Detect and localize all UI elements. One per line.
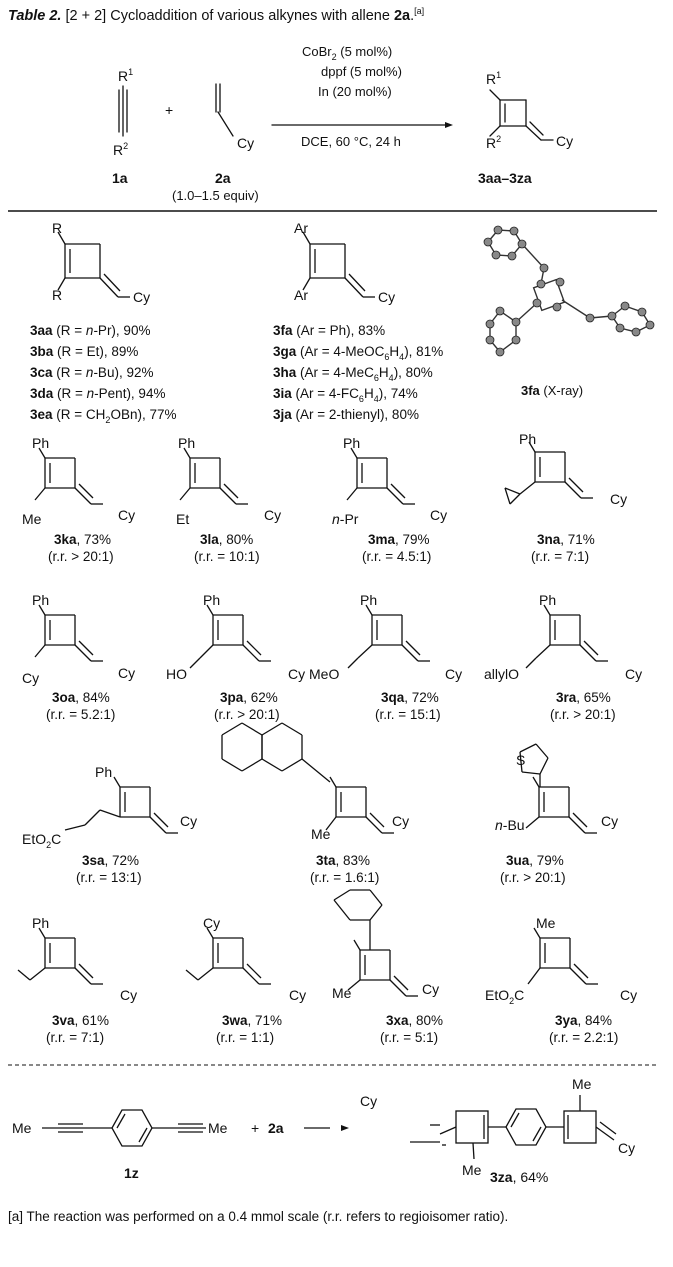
equiv-label: (1.0–1.5 equiv) [172, 188, 259, 203]
bottom-me-left: Me [12, 1120, 32, 1136]
r3a-cy: Cy [118, 507, 136, 523]
r6d-ester: EtO$_2$C [485, 987, 525, 1006]
r4d-allylo: allylO [484, 666, 520, 682]
r6c-cy: Cy [422, 981, 440, 997]
table-title-allene: 2a [393, 7, 411, 24]
compound-rr-3ra: (r.r. > 20:1) [550, 707, 616, 722]
r2-label: $R^2$ [113, 141, 129, 158]
r5c-cy: Cy [601, 813, 619, 829]
compound-caption-3na: 3na, 71% [537, 532, 595, 547]
r3d-ph: Ph [519, 431, 537, 447]
table-footnote: [a] The reaction was performed on a 0.4 mmol scale (r.r. refers to regioisomer ratio). [8, 1209, 509, 1224]
condition-solvent: DCE, 60 °C, 24 h [301, 134, 401, 149]
compound-caption-3wa: 3wa, 71% [222, 1013, 283, 1028]
xray-caption: 3fa (X-ray) [521, 383, 584, 398]
r6d-cy: Cy [620, 987, 638, 1003]
compound-caption-3oa: 3oa, 84% [52, 690, 110, 705]
condition-reductant: In (20 mol%) [318, 84, 392, 99]
compound-caption-3ka: 3ka, 73% [54, 532, 112, 547]
r3d-cy: Cy [610, 491, 628, 507]
g1-item-3ba: 3ba (R = Et), 89% [30, 344, 139, 359]
g2-item-3fa: 3fa (Ar = Ph), 83% [273, 323, 386, 338]
compound-rr-3va: (r.r. = 7:1) [46, 1030, 105, 1045]
r4c-meo: MeO [309, 666, 340, 682]
plus-sign: + [165, 102, 174, 118]
compound-rr-3ya: (r.r. = 2.2:1) [549, 1030, 619, 1045]
bottom-reactant: 1z [124, 1165, 139, 1181]
bottom-cy-left: Cy [360, 1093, 378, 1109]
compound-rr-3ua: (r.r. > 20:1) [500, 870, 566, 885]
r4a-cy1: Cy [22, 670, 40, 686]
compound-rr-3oa: (r.r. = 5.2:1) [46, 707, 116, 722]
r3a-me: Me [22, 511, 42, 527]
reactant1-label: 1a [112, 170, 128, 186]
r5a-ester: EtO$_2$C [22, 831, 62, 850]
r6b-cy1: Cy [203, 915, 221, 931]
product-cy: Cy [556, 133, 574, 149]
g1-item-3ea: 3ea $(R = CH_2OBn)$, 77% [30, 407, 177, 425]
table-title: Table 2. [2 + 2] Cycloaddition of various alkynes with allene 2a.[a] [8, 6, 425, 24]
compound-caption-3qa: 3qa, 72% [381, 690, 439, 705]
g1-r-top: R [52, 220, 63, 236]
g2-item-3ga: 3ga $(Ar = 4-MeOC_6H_4)$, 81% [273, 344, 444, 362]
r5c-nbu: n-Bu [495, 817, 525, 833]
compound-caption-3xa: 3xa, 80% [386, 1013, 444, 1028]
compound-rr-3sa: (r.r. = 13:1) [76, 870, 142, 885]
r4d-ph: Ph [539, 592, 557, 608]
g2-item-3ia: 3ia $(Ar = 4-FC_6H_4)$, 74% [273, 386, 418, 404]
g1-r-bottom: R [52, 287, 63, 303]
r5a-cy: Cy [180, 813, 198, 829]
compound-rr-3qa: (r.r. = 15:1) [375, 707, 441, 722]
r4b-ph: Ph [203, 592, 221, 608]
g2-item-3ha: 3ha $(Ar = 4-MeC_6H_4)$, 80% [273, 365, 433, 383]
g1-item-3da: 3da (R = n-Pent), 94% [30, 386, 166, 401]
compound-caption-3pa: 3pa, 62% [220, 690, 278, 705]
compound-caption-3ua: 3ua, 79% [506, 853, 564, 868]
r6a-cy: Cy [120, 987, 138, 1003]
condition-catalyst: CoBr$_2$ (5 mol%) [302, 44, 393, 62]
r4c-cy: Cy [445, 666, 463, 682]
xray-atoms [484, 226, 654, 356]
r6c-me: Me [332, 985, 352, 1001]
g1-item-3aa: 3aa (R = n-Pr), 90% [30, 323, 151, 338]
compound-caption-3ma: 3ma, 79% [368, 532, 430, 547]
xray-structure [488, 230, 650, 352]
table-title-footref: [a] [414, 6, 425, 16]
bottom-me-ring1: Me [462, 1162, 482, 1178]
bottom-me-ring2: Me [572, 1076, 592, 1092]
r3c-cy: Cy [430, 507, 448, 523]
product-range: 3aa–3za [478, 170, 532, 186]
r5b-me: Me [311, 826, 331, 842]
r3b-ph: Ph [178, 435, 196, 451]
g2-cy: Cy [378, 289, 396, 305]
r1-label: $R^1$ [118, 67, 134, 84]
r4b-ho: HO [166, 666, 187, 682]
reactant2-label: 2a [215, 170, 231, 186]
r4a-cy2: Cy [118, 665, 136, 681]
r3a-ph: Ph [32, 435, 50, 451]
g2-ar-top: Ar [294, 220, 308, 236]
condition-ligand: dppf (5 mol%) [321, 64, 402, 79]
product-r1: $R^1$ [486, 70, 502, 87]
table-label: Table 2. [8, 7, 62, 24]
compound-rr-3xa: (r.r. = 5:1) [380, 1030, 439, 1045]
compound-rr-3ka: (r.r. > 20:1) [48, 549, 114, 564]
compound-rr-3wa: (r.r. = 1:1) [216, 1030, 275, 1045]
compound-rr-3ma: (r.r. = 4.5:1) [362, 549, 432, 564]
r5a-ph: Ph [95, 764, 113, 780]
bottom-cy-right: Cy [618, 1140, 636, 1156]
bottom-structures [42, 1095, 616, 1159]
r5c-s: S [516, 752, 526, 768]
compound-caption-3ra: 3ra, 65% [556, 690, 611, 705]
bottom-product: 3za, 64% [490, 1169, 549, 1185]
r4b-cy: Cy [288, 666, 306, 682]
compound-caption-3sa: 3sa, 72% [82, 853, 140, 868]
r6a-ph: Ph [32, 915, 50, 931]
bottom-me-right: Me [208, 1120, 228, 1136]
bottom-allene: 2a [268, 1120, 284, 1136]
g2-item-3ja: 3ja (Ar = 2-thienyl), 80% [273, 407, 419, 422]
compound-rr-3na: (r.r. = 7:1) [531, 549, 590, 564]
table-title-text: [2 + 2] Cycloaddition of various alkynes with allene [61, 7, 394, 24]
g1-cy: Cy [133, 289, 151, 305]
r3c-npr: n-Pr [332, 511, 359, 527]
r6d-me: Me [536, 915, 556, 931]
allene-cy: Cy [237, 135, 255, 151]
compound-caption-3ta: 3ta, 83% [316, 853, 371, 868]
r3b-et: Et [176, 511, 190, 527]
product-r2: $R^2$ [486, 134, 502, 151]
compound-rr-3pa: (r.r. > 20:1) [214, 707, 280, 722]
r4a-ph: Ph [32, 592, 50, 608]
compound-caption-3va: 3va, 61% [52, 1013, 110, 1028]
g2-ar-bottom: Ar [294, 287, 308, 303]
r5b-cy: Cy [392, 813, 410, 829]
r6b-cy2: Cy [289, 987, 307, 1003]
bottom-plus: + [251, 1120, 260, 1136]
r4d-cy: Cy [625, 666, 643, 682]
r3c-ph: Ph [343, 435, 361, 451]
compound-caption-3la: 3la, 80% [200, 532, 254, 547]
g1-item-3ca: 3ca (R = n-Bu), 92% [30, 365, 154, 380]
r4c-ph: Ph [360, 592, 378, 608]
compound-rr-3ta: (r.r. = 1.6:1) [310, 870, 380, 885]
r3b-cy: Cy [264, 507, 282, 523]
compound-caption-3ya: 3ya, 84% [555, 1013, 613, 1028]
compound-rr-3la: (r.r. = 10:1) [194, 549, 260, 564]
